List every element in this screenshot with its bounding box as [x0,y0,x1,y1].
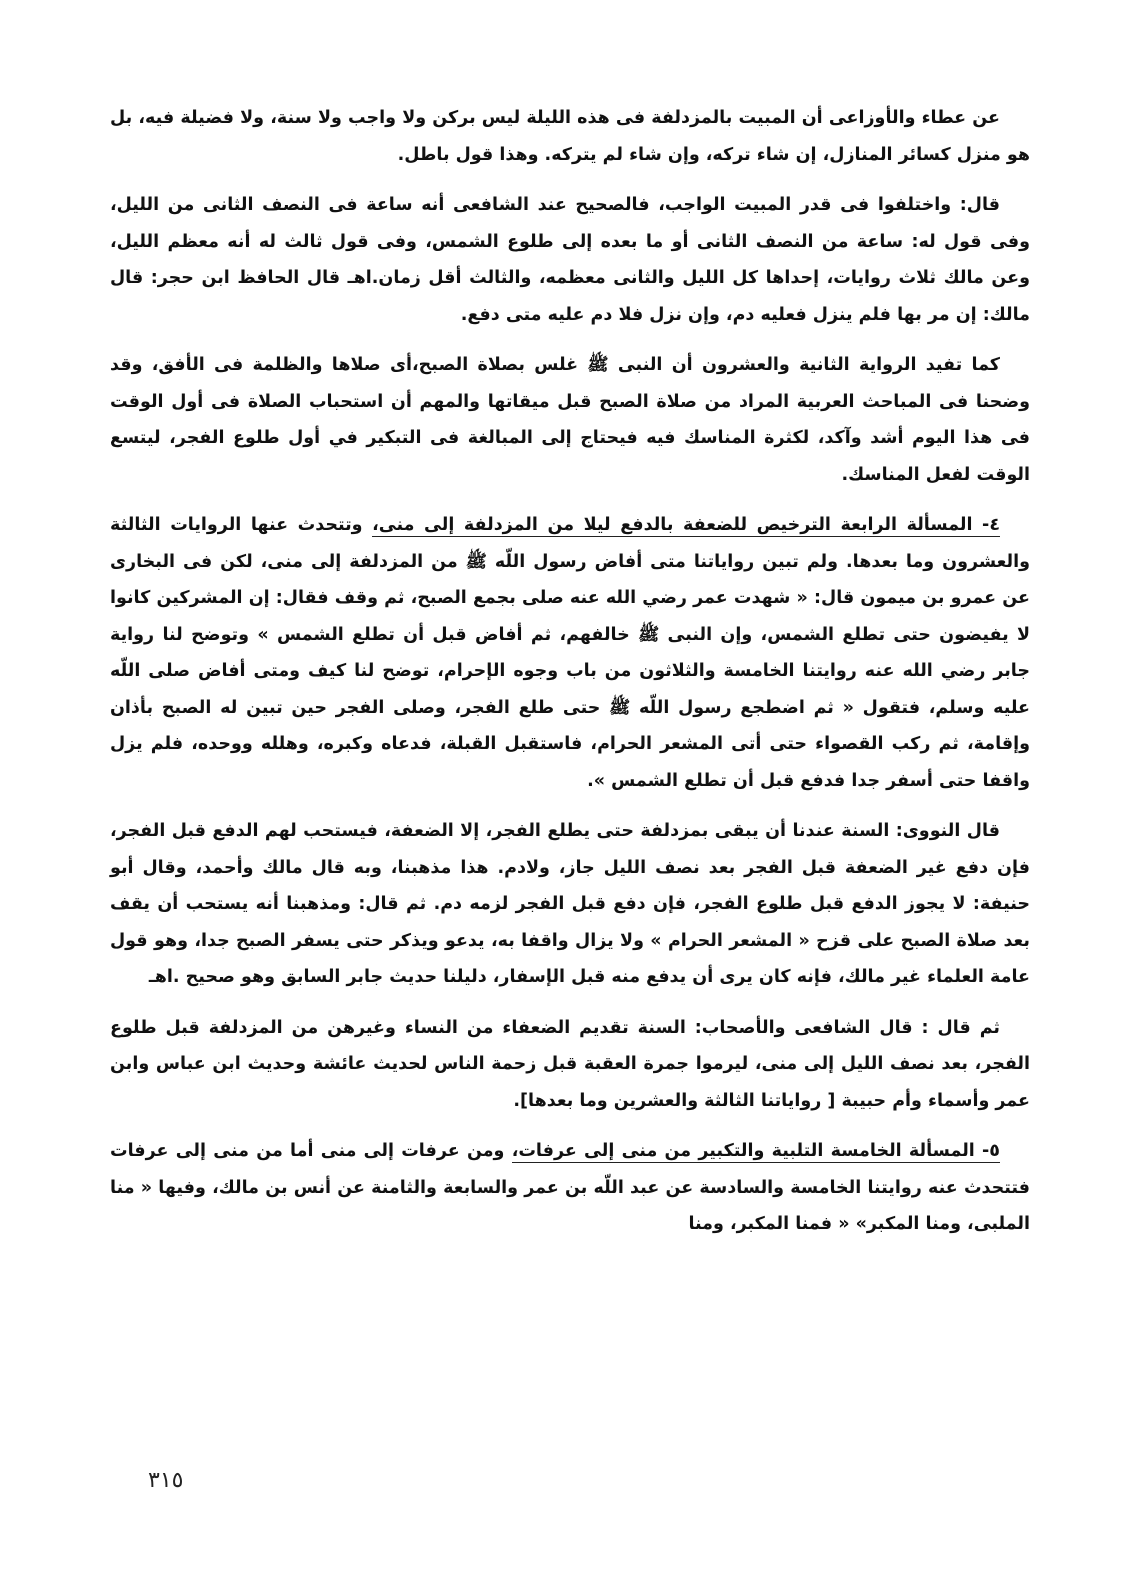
section-4-heading: ٤- المسألة الرابعة الترخيص للضعفة بالدفع ليلا من المزدلفة إلى منى، [372,515,1000,535]
section-4-body: وتتحدث عنها الروايات الثالثة والعشرون وما بعدها. ولم تبين رواياتنا متى أفاض رسول اللّه ﷺ من المزدلفة إلى منى، لكن فى البخارى عن عمرو بن ميمون قال: « شهدت عمر رضي الله عنه صلى بجمع الصبح، ثم وقف فقال: إن المشركين كانوا لا يفيضون حتى تطلع الشمس، وإن النبى ﷺ خالفهم، ثم أفاض قبل أن تطلع الشمس » وتوضح لنا رواية جابر رضي الله عنه روايتنا الخامسة والثلاثون من باب وجوه الإحرام، توضح لنا كيف ومتى أفاض صلى اللّه عليه وسلم، فتقول « ثم اضطجع رسول اللّه ﷺ حتى طلع الفجر، وصلى الفجر حين تبين له الصبح بأذان وإقامة، ثم ركب القصواء حتى أتى المشعر الحرام، فاستقبل القبلة، فدعاه وكبره، وهلله ووحده، فلم يزل واقفا حتى أسفر جدا فدفع قبل أن تطلع الشمس ». [110,515,1030,791]
section-4-paragraph [110,507,1030,799]
section-5-body: ومن عرفات إلى منى أما من منى إلى عرفات فتتحدث عنه روايتنا الخامسة والسادسة عن عبد اللّه بن عمر والسابعة والثامنة عن أنس بن مالك، وفيها « منا الملبى، ومنا المكبر» « فمنا المكبر، ومنا [110,1141,1030,1234]
paragraph-shafii: ثم قال : قال الشافعى والأصحاب: السنة تقديم الضعفاء من النساء وغيرهن من المزدلفة قبل طلوع الفجر، بعد نصف الليل إلى منى، ليرموا جمرة العقبة قبل زحمة الناس لحديث عائشة وحديث ابن عباس وابن عمر وأسماء وأم حبيبة [ رواياتنا الثالثة والعشرين وما بعدها]. [110,1017,1030,1111]
section-5-paragraph [110,1133,1030,1243]
paragraph-2: قال: واختلفوا فى قدر المبيت الواجب، فالصحيح عند الشافعى أنه ساعة فى النصف الثانى من الليل، وفى قول له: ساعة من النصف الثانى أو ما بعده إلى طلوع الشمس، وفى قول ثالث له أنه معظم الليل، وعن مالك ثلاث روايات، إحداها كل الليل والثانى معظمه، والثالث أقل زمان.اهـ قال الحافظ ابن حجر: قال مالك: إن مر بها فلم ينزل فعليه دم، وإن نزل فلا دم عليه متى دفع. [110,195,1030,325]
paragraph-3: كما تفيد الرواية الثانية والعشرون أن النبى ﷺ غلس بصلاة الصبح،أى صلاها والظلمة فى الأفق، وقد وضحنا فى المباحث العربية المراد من صلاة الصبح قبل ميقاتها والمهم أن استحباب الصلاة فى أول الوقت فى هذا اليوم أشد وآكد، لكثرة المناسك فيه فيحتاج إلى المبالغة فى التبكير في أول طلوع الفجر، ليتسع الوقت لفعل المناسك. [110,355,1030,485]
paragraph-nawawi: قال النووى: السنة عندنا أن يبقى بمزدلفة حتى يطلع الفجر، إلا الضعفة، فيستحب لهم الدفع قبل الفجر، فإن دفع غير الضعفة قبل الفجر بعد نصف الليل جاز، ولادم. هذا مذهبنا، وبه قال مالك وأحمد، وقال أبو حنيفة: لا يجوز الدفع قبل طلوع الفجر، فإن دفع قبل الفجر لزمه دم. ثم قال: ومذهبنا أنه يستحب أن يقف بعد صلاة الصبح على قزح « المشعر الحرام » ولا يزال واقفا به، يدعو ويذكر حتى يسفر الصبح جدا، وهو قول عامة العلماء غير مالك، فإنه كان يرى أن يدفع منه قبل الإسفار، دليلنا حديث جابر السابق وهو صحيح .اهـ [110,821,1030,987]
paragraph-1: عن عطاء والأوزاعى أن المبيت بالمزدلفة فى هذه الليلة ليس بركن ولا واجب ولا سنة، ولا فضيلة فيه، بل هو منزل كسائر المنازل، إن شاء تركه، وإن شاء لم يتركه. وهذا قول باطل. [110,108,1030,165]
page-number: ٣١٥ [148,1468,184,1493]
document-page-body [110,100,1030,1257]
section-5-heading: ٥- المسألة الخامسة التلبية والتكبير من منى إلى عرفات، [511,1141,1000,1161]
